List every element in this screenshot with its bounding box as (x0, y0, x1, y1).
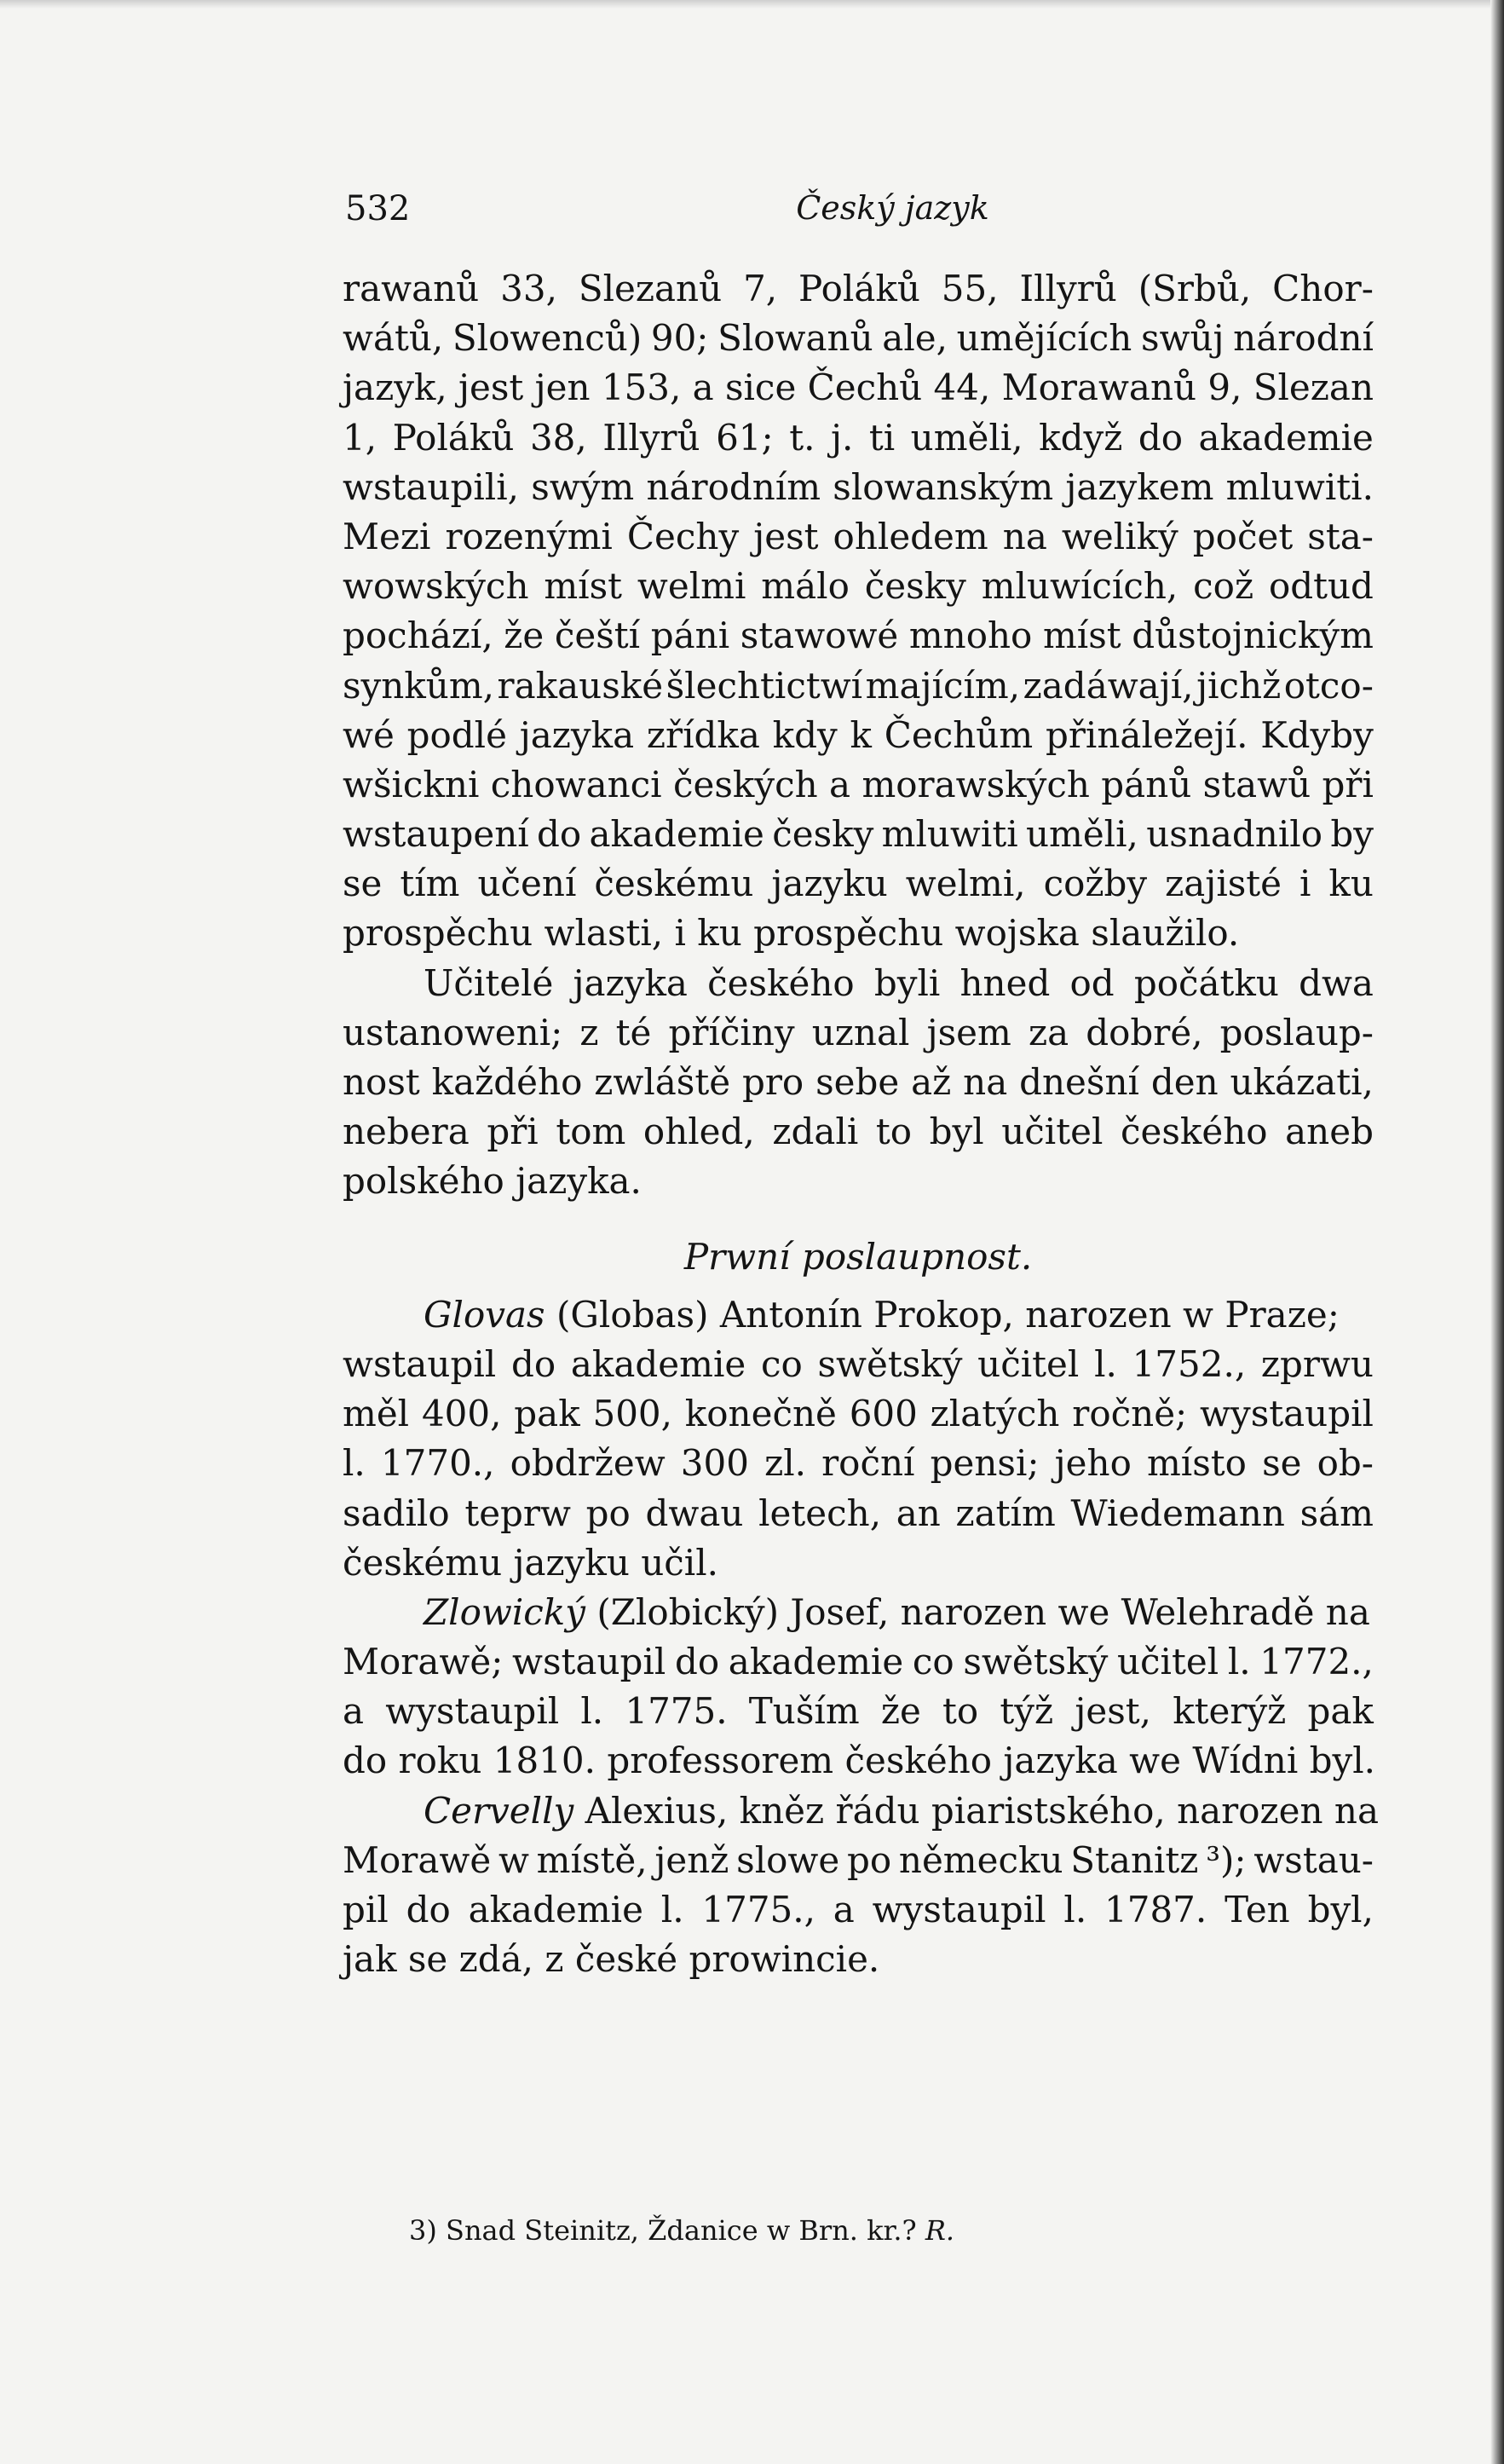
text-line: wátů, Slowenců) 90; Slowanů ale, umějících swůj národní (343, 317, 1374, 360)
text-line: wstaupil do akademie co swětský učitel l. 1752., zprwu (343, 1342, 1374, 1385)
text-line: pochází, že čeští páni stawowé mnoho míst důstojnickým (343, 615, 1374, 657)
entry-first-line (343, 1290, 1374, 1340)
text-line: Morawě; wstaupil do akademie co swětský učitel l. 1772., (343, 1641, 1374, 1683)
running-title: Český jazyk (796, 189, 989, 227)
text-line: prospěchu wlasti, i ku prospěchu wojska slaužilo. (343, 912, 1240, 955)
text-line: Morawě w místě, jenž slowe po německu Stanitz ³); wstau- (343, 1838, 1374, 1881)
text-line: se tím učení českému jazyku welmi, cožby zajisté i ku (343, 863, 1374, 905)
entry-first-line (343, 1588, 1374, 1637)
section-heading: Prwní poslaupnost. (683, 1235, 1033, 1278)
page-header (345, 189, 1380, 240)
paragraph-1 (343, 264, 1374, 959)
text-line: wowských míst welmi málo česky mluwících, což odtud (343, 565, 1374, 608)
page-top-edge (0, 0, 1504, 9)
text-line: nost každého zwláště pro sebe až na dnešní den ukázati, (343, 1061, 1374, 1103)
entry-glovas (343, 1290, 1374, 1588)
paragraph-2 (343, 959, 1374, 1207)
entry-name: Zlowický (424, 1590, 585, 1633)
page-number: 532 (345, 189, 411, 228)
text-line: wstaupili, swým národním slowanským jazykem mluwiti. (343, 465, 1374, 508)
text-line: do roku 1810. professorem českého jazyka we Wídni byl. (343, 1740, 1376, 1782)
text-line: rawanů 33, Slezanů 7, Poláků 55, Illyrů (Srbů, Chor- (343, 268, 1374, 309)
text-line: měl 400, pak 500, konečně 600 zlatých ročně; wystaupil (343, 1393, 1374, 1435)
text-line: nebera při tom ohled, zdali to byl učitel českého aneb (343, 1111, 1374, 1153)
page-right-edge (1490, 0, 1504, 2464)
body-text (343, 264, 1380, 1984)
footnote-text: 3) Snad Steinitz, Ždanice w Brn. kr.? (409, 2214, 917, 2247)
entry-name: Glovas (424, 1293, 545, 1336)
entry-text: Alexius, kněz řádu piaristského, narozen na (585, 1789, 1380, 1832)
footnote-signature: R. (925, 2214, 955, 2247)
entry-name: Cervelly (424, 1789, 574, 1832)
entry-text: (Globas) Antonín Prokop, narozen w Praze; (556, 1293, 1340, 1336)
text-line: českému jazyku učil. (343, 1541, 719, 1584)
text-line: jazyk, jest jen 153, a sice Čechů 44, Morawanů 9, Slezan (343, 366, 1374, 409)
text-line: jak se zdá, z české prowincie. (343, 1938, 880, 1981)
text-line: Mezi rozenými Čechy jest ohledem na weliký počet sta- (343, 515, 1374, 557)
entry-cervelly (343, 1786, 1380, 1985)
text-line: synkům, rakauské šlechtictwí majícím, zadáwají, jichž otco- (343, 664, 1374, 707)
entry-zlowicky (343, 1588, 1374, 1786)
text-line: wstaupení do akademie česky mluwiti uměli, usnadnilo by (343, 813, 1374, 856)
text-line: l. 1770., obdržew 300 zl. roční pensi; jeho místo se ob- (343, 1442, 1374, 1485)
text-line: sadilo teprw po dwau letech, an zatím Wiedemann sám (343, 1492, 1374, 1534)
text-line: 1, Poláků 38, Illyrů 61; t. j. ti uměli, když do akademie (343, 416, 1374, 459)
entry-first-line (343, 1786, 1380, 1836)
text-line: wšickni chowanci českých a morawských pánů stawů při (343, 763, 1374, 805)
text-line: a wystaupil l. 1775. Tuším že to týž jest, kterýž pak (343, 1690, 1374, 1733)
entry-text: (Zlobický) Josef, narozen we Welehradě na (596, 1590, 1370, 1633)
footnote (409, 2214, 954, 2247)
text-line: pil do akademie l. 1775., a wystaupil l. 1787. Ten byl, (343, 1889, 1374, 1930)
text-line: ustanoweni; z té příčiny uznal jsem za dobré, poslaup- (343, 1011, 1374, 1053)
text-line: polského jazyka. (343, 1160, 642, 1203)
text-line: Učitelé jazyka českého byli hned od počátku dwa (424, 961, 1374, 1004)
text-line: wé podlé jazyka zřídka kdy k Čechům přináležejí. Kdyby (343, 713, 1374, 756)
